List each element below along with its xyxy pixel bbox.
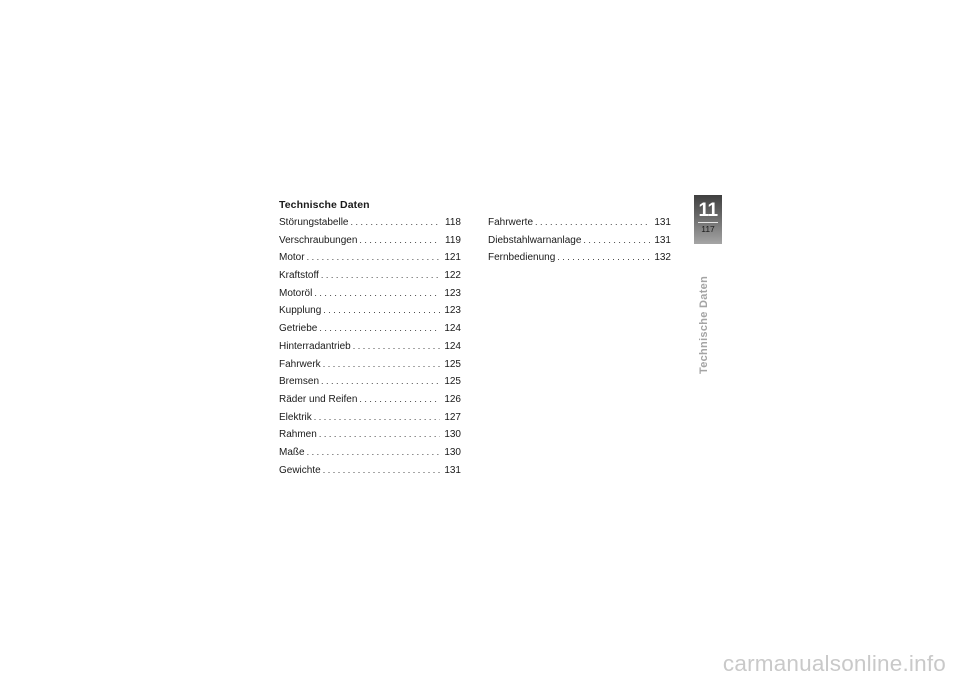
toc-entry-page: 121	[444, 252, 461, 264]
toc-dot-leader	[321, 269, 440, 282]
toc-entry-label: Bremsen	[279, 376, 320, 388]
toc-entry-page: 127	[444, 411, 461, 423]
toc-column-right	[488, 216, 671, 269]
toc-entry-page: 130	[444, 446, 461, 458]
toc-entry-getriebe[interactable]	[279, 322, 461, 340]
toc-dot-leader	[323, 464, 440, 477]
watermark: carmanualsonline.info	[722, 651, 946, 676]
chapter-tab	[694, 195, 722, 244]
toc-entry-page: 122	[444, 270, 461, 282]
toc-entry-page: 132	[654, 252, 671, 264]
toc-entry-masse[interactable]	[279, 446, 461, 464]
toc-dot-leader	[557, 251, 650, 264]
toc-entry-label: Kupplung	[279, 305, 322, 317]
toc-entry-page: 123	[444, 287, 461, 299]
toc-entry-motor[interactable]	[279, 251, 461, 269]
toc-entry-page: 124	[444, 340, 461, 352]
toc-entry-label: Räder und Reifen	[279, 393, 358, 405]
toc-entry-page: 125	[444, 376, 461, 388]
toc-entry-label: Motor	[279, 252, 305, 264]
toc-entry-label: Störungstabelle	[279, 217, 349, 228]
toc-entry-page: 124	[444, 323, 461, 335]
toc-entry-page: 131	[654, 234, 671, 246]
page-number: 117	[701, 224, 715, 234]
toc-entry-bremsen[interactable]	[279, 375, 461, 393]
toc-entry-label: Fernbedienung	[488, 252, 556, 264]
toc-dot-leader	[307, 251, 440, 264]
toc-dot-leader	[314, 287, 440, 300]
toc-entry-label: Getriebe	[279, 323, 318, 335]
toc-entry-label: Fahrwerk	[279, 358, 321, 370]
toc-entry-diebstahlwarnanlage[interactable]	[488, 234, 671, 252]
toc-entry-stoerungstabelle[interactable]	[279, 216, 461, 234]
toc-entry-label: Gewichte	[279, 464, 321, 476]
toc-entry-fahrwerte[interactable]	[488, 216, 671, 234]
toc-dot-leader	[321, 375, 440, 388]
toc-entry-page: 131	[654, 217, 671, 228]
toc-entry-kupplung[interactable]	[279, 304, 461, 322]
toc-entry-label: Maße	[279, 446, 305, 458]
toc-dot-leader	[535, 216, 650, 229]
toc-entry-page: 126	[444, 393, 461, 405]
toc-entry-fahrwerk[interactable]	[279, 358, 461, 376]
toc-entry-page: 119	[445, 234, 461, 246]
toc-dot-leader	[307, 446, 440, 459]
toc-entry-gewichte[interactable]	[279, 464, 461, 482]
chapter-tab-divider	[698, 222, 718, 223]
chapter-number: 11	[698, 200, 718, 221]
toc-dot-leader	[359, 234, 440, 247]
toc-dot-leader	[319, 322, 440, 335]
toc-entry-kraftstoff[interactable]	[279, 269, 461, 287]
toc-entry-label: Hinterradantrieb	[279, 340, 351, 352]
toc-dot-leader	[351, 216, 441, 229]
toc-entry-label: Verschraubungen	[279, 234, 358, 246]
toc-dot-leader	[319, 428, 440, 441]
toc-dot-leader	[583, 234, 650, 247]
toc-dot-leader	[323, 358, 440, 371]
toc-entry-label: Diebstahlwarnanlage	[488, 234, 582, 246]
toc-entry-raeder-und-reifen[interactable]	[279, 393, 461, 411]
toc-entry-elektrik[interactable]	[279, 411, 461, 429]
toc-entry-label: Motoröl	[279, 287, 313, 299]
toc-entry-rahmen[interactable]	[279, 428, 461, 446]
toc-entry-label: Rahmen	[279, 429, 317, 441]
toc-dot-leader	[323, 304, 440, 317]
toc-entry-label: Kraftstoff	[279, 270, 319, 282]
toc-entry-fernbedienung[interactable]	[488, 251, 671, 269]
toc-entry-page: 123	[444, 305, 461, 317]
toc-entry-label: Elektrik	[279, 411, 312, 423]
toc-column-left	[279, 216, 461, 481]
toc-entry-page: 125	[444, 358, 461, 370]
toc-entry-hinterradantrieb[interactable]	[279, 340, 461, 358]
toc-entry-page: 118	[445, 217, 461, 228]
toc-dot-leader	[359, 393, 440, 406]
section-title: Technische Daten	[279, 199, 370, 211]
toc-entry-page: 130	[444, 429, 461, 441]
toc-entry-motoroel[interactable]	[279, 287, 461, 305]
toc-dot-leader	[353, 340, 440, 353]
toc-entry-verschraubungen[interactable]	[279, 234, 461, 252]
toc-entry-label: Fahrwerte	[488, 217, 534, 228]
chapter-vertical-label: Technische Daten	[698, 276, 710, 375]
toc-entry-page: 131	[444, 464, 461, 476]
toc-dot-leader	[314, 411, 440, 424]
